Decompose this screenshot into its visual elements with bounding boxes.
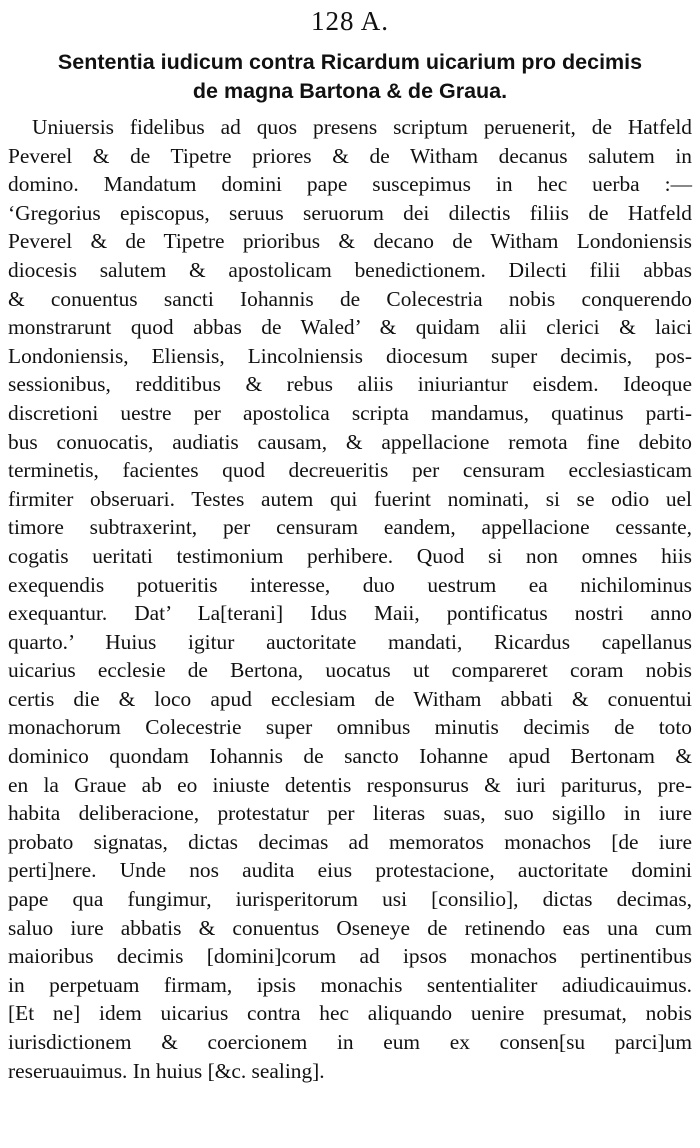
body-line: pape qua fungimur, iurisperitorum usi [consilio], dictas decimas,: [8, 887, 692, 912]
body-line: exequantur. Dat’ La[terani] Idus Maii, pontificatus nostri anno: [8, 601, 692, 626]
body-line: Peverel & de Tipetre priores & de Witham decanus salutem in: [8, 143, 692, 168]
body-line: timore subtraxerint, per censuram eandem, appellacione cessante,: [8, 515, 692, 540]
body-line: dominico quondam Iohannis de sancto Iohanne apud Bertonam &: [8, 744, 692, 769]
body-line: habita deliberacione, protestatur per literas suas, suo sigillo in iure: [8, 801, 692, 826]
body-line: discretioni uestre per apostolica scripta mandamus, quatinus parti-: [8, 400, 692, 425]
body-line: Peverel & de Tipetre prioribus & decano de Witham Londoniensis: [8, 229, 692, 254]
body-line: Londoniensis, Eliensis, Lincolniensis diocesum super decimis, pos-: [8, 343, 692, 368]
body-line: bus conuocatis, audiatis causam, & appellacione remota fine debito: [8, 429, 692, 454]
title-line: Sententia iudicum contra Ricardum uicarium pro decimis: [57, 50, 643, 74]
body-line: en la Graue ab eo iniuste detentis responsurus & iuri pariturus, pre-: [8, 772, 692, 797]
body-line: diocesis salutem & apostolicam benedictionem. Dilecti filii abbas: [8, 257, 692, 282]
body-line: in perpetuam firmam, ipsis monachis sententialiter adiudicauimus.: [8, 972, 692, 997]
document-title: [8, 48, 692, 106]
document-page: [8, 0, 692, 1085]
body-line: reseruauimus. In huius [&c. sealing].: [8, 1058, 325, 1083]
body-line: Uniuersis fidelibus ad quos presens scriptum peruenerit, de Hatfeld: [32, 115, 692, 139]
body-line: monstrarunt quod abbas de Waled’ & quidam alii clerici & laici: [8, 315, 692, 340]
body-line: exequendis potueritis interesse, duo uestrum ea nichilominus: [8, 572, 692, 597]
body-line: & conuentus sancti Iohannis de Colecestria nobis conquerendo: [8, 286, 692, 311]
body-line: cogatis ueritati testimonium perhibere. Quod si non omnes hiis: [8, 543, 692, 568]
body-line: probato signatas, dictas decimas ad memoratos monachos [de iure: [8, 829, 692, 854]
title-line: de magna Bartona & de Graua.: [192, 79, 508, 103]
body-line: certis die & loco apud ecclesiam de Witham abbati & conuentui: [8, 686, 692, 711]
body-line: perti]nere. Unde nos audita eius protestacione, auctoritate domini: [8, 858, 692, 883]
body-line: iurisdictionem & coercionem in eum ex consen[su parci]um: [8, 1030, 692, 1054]
document-number: 128 A.: [310, 6, 389, 36]
body-line: saluo iure abbatis & conuentus Oseneye de retinendo eas una cum: [8, 915, 692, 940]
body-line: monachorum Colecestrie super omnibus minutis decimis de toto: [8, 715, 692, 740]
document-body: [8, 113, 692, 1085]
body-line: uicarius ecclesie de Bertona, uocatus ut compareret coram nobis: [8, 658, 692, 683]
body-line: [Et ne] idem uicarius contra hec aliquando uenire presumat, nobis: [8, 1001, 692, 1026]
body-line: terminetis, facientes quod decreueritis per censuram ecclesiasticam: [8, 458, 692, 483]
body-line: domino. Mandatum domini pape suscepimus in hec uerba :—: [8, 172, 692, 197]
body-line: quarto.’ Huius igitur auctoritate mandati, Ricardus capellanus: [8, 629, 692, 654]
body-line: maioribus decimis [domini]corum ad ipsos monachos pertinentibus: [8, 944, 692, 969]
body-line: sessionibus, redditibus & rebus aliis iniuriantur eisdem. Ideoque: [8, 372, 692, 397]
body-line: firmiter obseruari. Testes autem qui fuerint nominati, si se odio uel: [8, 486, 692, 511]
body-line: ‘Gregorius episcopus, seruus seruorum dei dilectis filiis de Hatfeld: [8, 200, 692, 225]
